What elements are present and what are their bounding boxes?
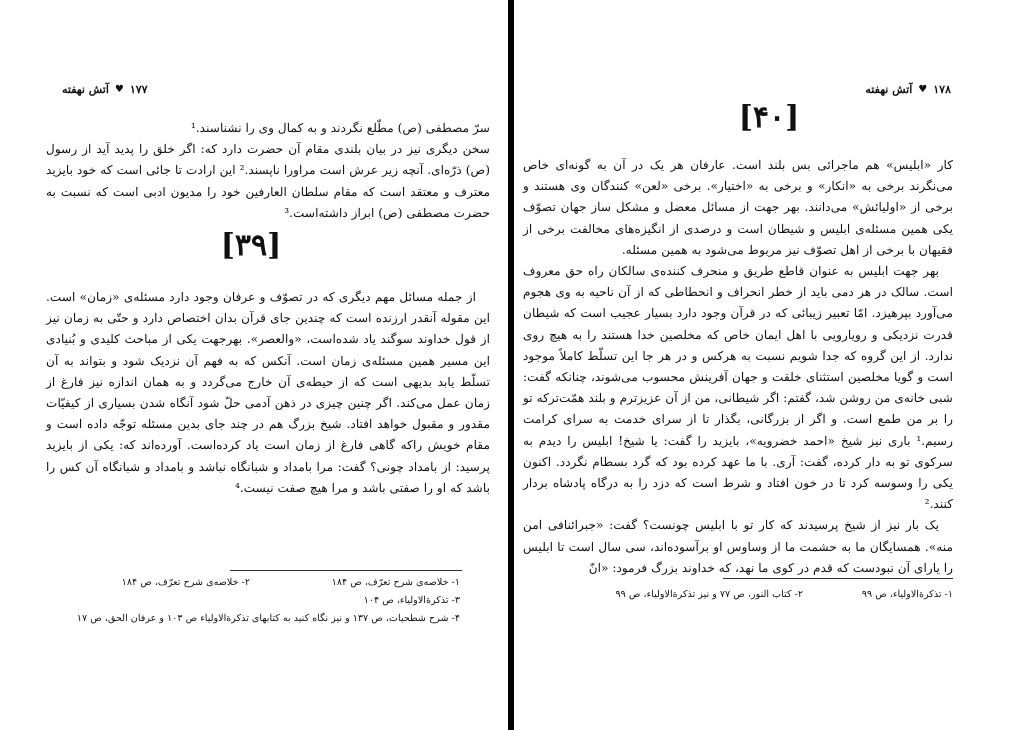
- footnote-row: [523, 586, 953, 604]
- left-body-text: [46, 287, 490, 499]
- heart-icon: ♥: [918, 84, 928, 95]
- right-page: [512, 0, 1021, 730]
- right-body-paragraph-1: کار «ابلیس» هم ماجرائی بس بلند است. عارفان هر یک در آن به گونه‌ای خاص می‌نگرند برخی به «انکار» و برخی به «اختیار». برخی «لعن» کنندگان وی هستند و برخی از «اولیائش» می‌دانند. بهر جهت از مسائل معضل و مشکل ساز جهان تصوّف یکی همین مسئله‌ی ابلیس و شیطان است و درصدی از انگیزه‌های مخالفت برخی از فقیهان با برخی از اهل تصوّف نیز مربوط می‌شود به همین مسئله.: [523, 158, 953, 257]
- right-page-running-title: آتش نهفته: [865, 83, 913, 96]
- right-footnotes: [523, 586, 953, 604]
- right-body-text: [523, 155, 953, 579]
- left-intro-paragraph-2: سخن دیگری نیز در بیان بلندی مقام آن حضرت دارد که: اگر خلق را پدید آید از رسول (ص) ذرّه‌ای. آنچه زیر عرش است مراورا ناپسند.² این ارادت تا جائی است که خود بایزید معترف و معتقد است که مقام سلطان العارفین خود را مدیون ادبی است که نسبت به حضرت مصطفی (ص) ابراز داشته‌است.³: [46, 142, 490, 220]
- right-section-number: [۴۰]: [738, 100, 800, 135]
- left-intro-paragraph-1: سرّ مصطفی (ص) مطّلع نگردند و به کمال وی را نشناسند.¹: [190, 121, 490, 135]
- footnote-2: ۲- خلاصه‌ی شرح تعرّف، ص ۱۸۴: [121, 577, 250, 588]
- left-body-paragraph-1: از جمله مسائل مهم دیگری که در تصوّف و عرفان وجود دارد مسئله‌ی «زمان» است. این مقوله آنقدر ارزنده است که چندین جای قرآن بدان اختصاص دارد و حتّی به زمان نیز از قول خداوند سوگند یاد شده‌است، «والعصر». بهرجهت یکی از مباحث کلیدی و بُنیادی این مسیر همین مسئله‌ی زمان است. آنکس که به فهم آن نزدیک شود و بتواند به آن تسلّط یابد بدیهی است که از حیطه‌ی آن خارج می‌گردد و به همان اندازه نیز فارغ از زمان عمل می‌کند. اگر چنین چیزی در ذهن آدمی حلّ شود آنگاه شدن بسیاری از کیفیّات مقدور و مقبول خواهد افتاد. شیخ بزرگ هم در چند جای بدین مسئله توجّه داده است و مقام خویش راکه گاهی فارغ از زمان است یاد کرده‌است. آورده‌اند که: یکی از بایزید پرسید: از بامداد چونی؟ گفت: مرا بامداد و شبانگاه نباشد و بامداد و شبانگاه آن کس را باشد که او را صفتی باشد و مرا هیچ صفت نیست.⁴: [46, 290, 490, 495]
- left-footnote-rule: [230, 570, 462, 571]
- footnote-1: ۱- تذکرةالاولیاء، ص ۹۹: [861, 589, 953, 600]
- footnote-4: ۴- شرح شطحیات، ص ۱۳۷ و نیز نگاه کنید به کتابهای تذکرةالاولیاء ص ۱۰۳ و عرفان الحق، ص ۱۷: [76, 613, 460, 624]
- footnote-1: ۱- خلاصه‌ی شرح تعرّف، ص ۱۸۴: [331, 577, 460, 588]
- right-page-number: ۱۷۸: [933, 83, 951, 96]
- footnote-2: ۲- کتاب النور، ص ۷۷ و نیز تذکرةالاولیاء، ص ۹۹: [615, 589, 803, 600]
- right-page-header: [865, 83, 951, 96]
- footnote-row: [46, 592, 460, 610]
- right-body-paragraph-2: بهر جهت ابلیس به عنوان قاطع طریق و منحرف کننده‌ی سالکان راه حق معروف است. سالک در هر دمی باید از خطر انحراف و انحطاطی که از آن ناحیه به وی هجوم می‌آورد بپرهیزد. امّا تعبیر زیبائی که در قرآن وجود دارد بسیار عجیب است که شیطان قدرت نزدیکی و رویارویی با اهل ایمان خاص که مخلصین خدا هستند را به هیچ روی ندارد. از این گروه که جدا شویم نسبت به هرکس و در هر جا این تسلّط کاملاً موجود است و گویا مخلصین استثنای خلقت و جهان آفرینش محسوب می‌شوند، چنانکه گفت: شبی خانه‌ی من روشن شد، گفتم: اگر شیطانی، من از آن عزیزترم و بلند همّت‌ترکه تو را بر من طمع است. و اگر از بزرگانی، بگذار تا از سرای خدمت به سرای کرامت رسیم.¹ باری نیز شیخ «احمد خضرویه»، بایزید را گفت: یا شیخ! ابلیس را دیدم به سرکوی تو به دار کرده، گفت: آری. با ما عهد کرده بود که گرد بسطام نگردد. اکنون یکی را وسوسه کرد تا در خون افتاد و شرط است که دزد را به درگاه پادشاه بردار کنند.²: [523, 264, 953, 512]
- heart-icon: ♥: [114, 84, 124, 95]
- left-page-header: [62, 83, 148, 96]
- left-page: [0, 0, 509, 730]
- footnote-3: ۳- تذکرةالاولیاء، ص ۱۰۴: [363, 595, 460, 606]
- right-footnote-rule: [723, 578, 953, 579]
- left-page-number: ۱۷۷: [129, 83, 148, 96]
- left-intro-text: [46, 118, 490, 224]
- right-body-paragraph-3: یک بار نیز از شیخ پرسیدند که کار تو با ابلیس چونست؟ گفت: «جبرائنافی امن منه». همسایگان ما به حشمت ما از وساوس او برآسوده‌اند، سی سال است تا ابلیس را یارای آن نبودست که قدم در کوی ما نهد، که خداوند بزرگ فرمود: «انّ: [523, 518, 953, 575]
- footnote-row: [46, 574, 460, 592]
- left-section-number: [۳۹]: [220, 228, 282, 263]
- footnote-row: [46, 610, 460, 628]
- left-footnotes: [46, 574, 460, 628]
- left-page-running-title: آتش نهفته: [62, 83, 109, 96]
